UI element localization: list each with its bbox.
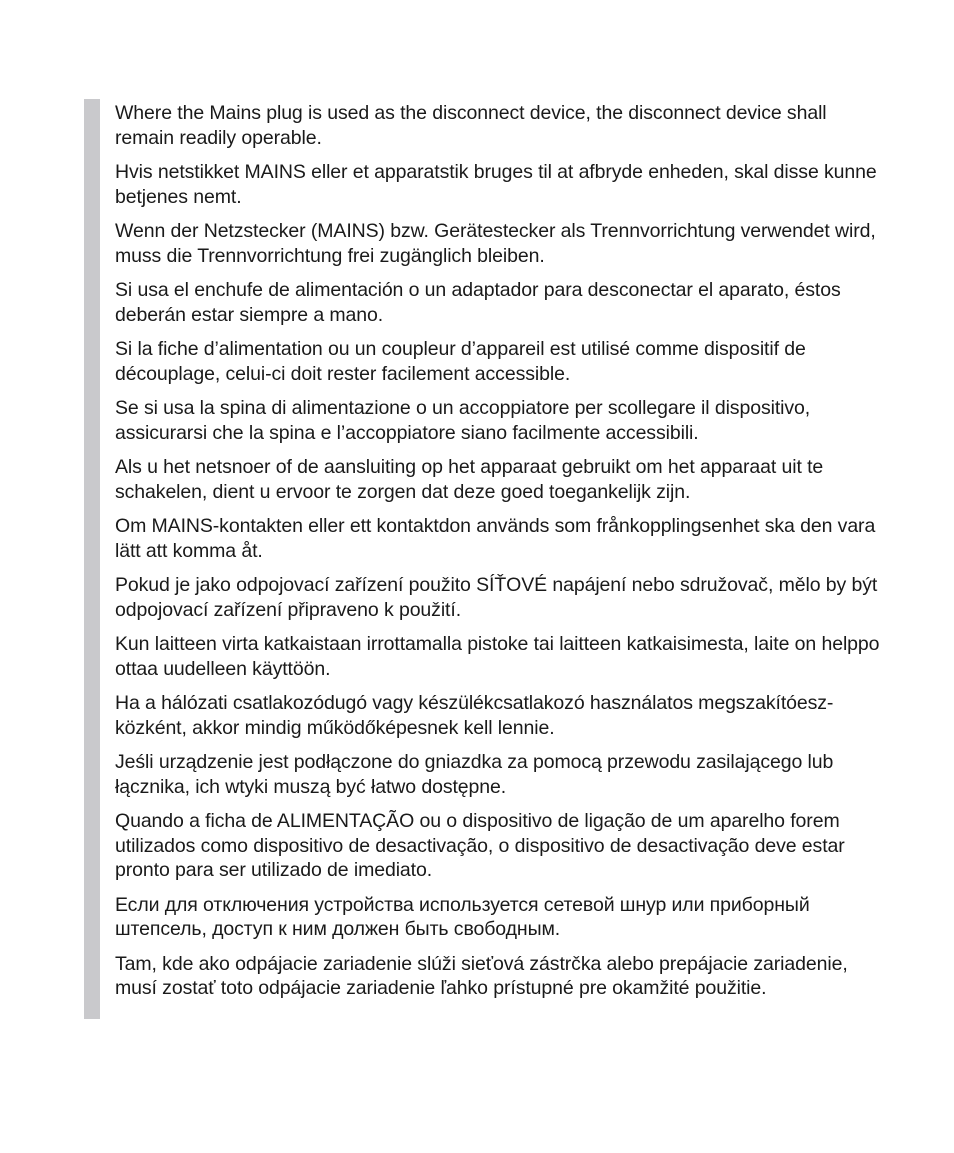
paragraph-finnish: Kun laitteen virta katkaistaan irrottamalla pistoke tai laitteen katkaisimesta, laite on helppo ottaa uudelleen käyttöön.: [115, 633, 880, 680]
paragraph-portuguese: Quando a ficha de ALIMENTAÇÃO ou o dispositivo de ligação de um aparelho forem utilizados como dispositivo de desactivação, o dispositivo de desactivação deve estar pronto para ser utilizado de imediato.: [115, 810, 845, 881]
paragraph-russian: Если для отключения устройства используется сетевой шнур или приборный штепсель, доступ к ним должен быть свободным.: [115, 893, 810, 940]
paragraph-polish: Jeśli urządzenie jest podłączone do gniazdka za pomocą przewodu zasilającego lub łącznika, ich wtyki muszą być łatwo dostępne.: [115, 751, 834, 798]
margin-bar: [84, 99, 100, 1019]
paragraph-czech: Pokud je jako odpojovací zařízení použito SÍŤOVÉ napájení nebo sdružovač, mělo by být odpojovací zařízení připraveno k použití.: [115, 574, 878, 621]
paragraph-french: Si la fiche d’alimentation ou un coupleur d’appareil est utilisé comme dispositif de découplage, celui-ci doit rester facilement accessible.: [115, 338, 806, 385]
safety-notice-text: [115, 101, 890, 1011]
paragraph-danish: Hvis netstikket MAINS eller et apparatstik bruges til at afbryde enheden, skal disse kunne betjenes nemt.: [115, 161, 877, 208]
paragraph-swedish: Om MAINS-kontakten eller ett kontaktdon används som frånkopplingsenhet ska den vara lätt att komma åt.: [115, 515, 876, 562]
paragraph-slovak: Tam, kde ako odpájacie zariadenie slúži sieťová zástrčka alebo prepájacie zariadenie, musí zostať toto odpájacie zariadenie ľahko prístupné pre okamžité použitie.: [115, 952, 848, 999]
paragraph-german: Wenn der Netzstecker (MAINS) bzw. Gerätestecker als Trennvorrichtung verwendet wird, muss die Trennvorrichtung frei zugänglich bleiben.: [115, 220, 876, 267]
paragraph-english: Where the Mains plug is used as the disconnect device, the disconnect device shall remain readily operable.: [115, 102, 827, 149]
paragraph-italian: Se si usa la spina di alimentazione o un accoppiatore per scollegare il dispositivo, assicurarsi che la spina e l’accoppiatore siano facilmente accessibili.: [115, 397, 811, 444]
paragraph-spanish: Si usa el enchufe de alimentación o un adaptador para desconectar el aparato, éstos deberán estar siempre a mano.: [115, 279, 841, 326]
paragraph-dutch: Als u het netsnoer of de aansluiting op het apparaat gebruikt om het apparaat uit te schakelen, dient u ervoor te zorgen dat deze goed toegankelijk zijn.: [115, 456, 824, 503]
paragraph-hungarian: Ha a hálózati csatlakozódugó vagy készülékcsatlakozó használatos megszakítóesz-közként, akkor mindig működőképesnek kell lennie.: [115, 692, 834, 739]
